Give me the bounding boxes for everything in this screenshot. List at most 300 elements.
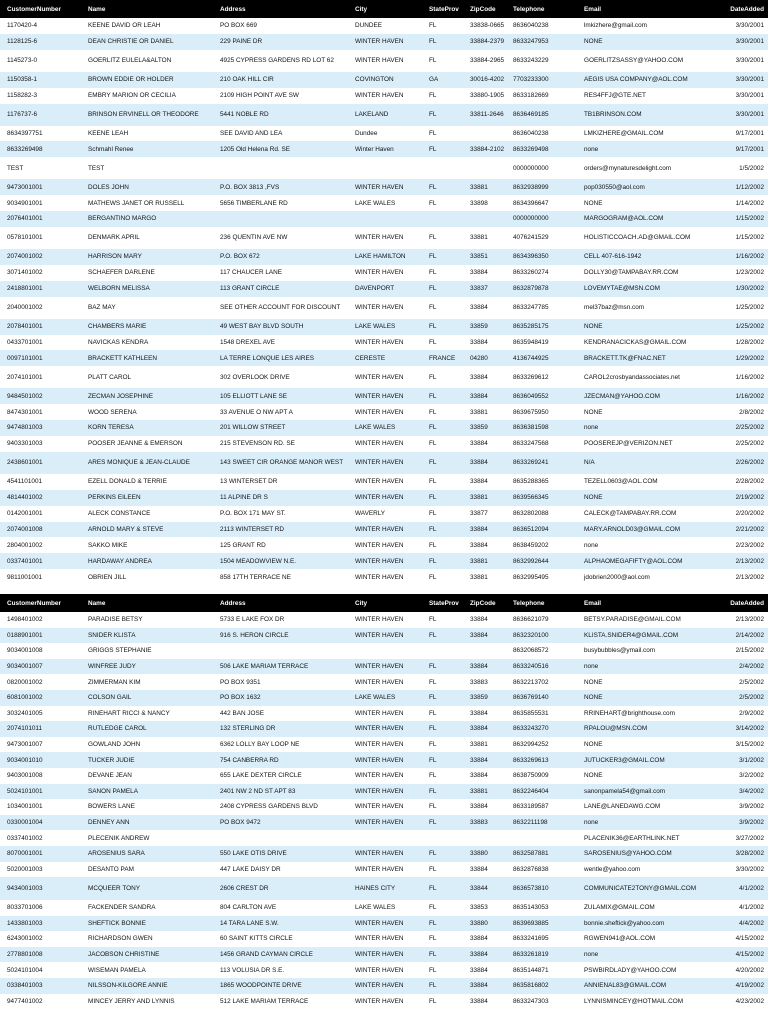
email-cell: RGWEN941@AOL.COM — [577, 931, 713, 947]
customer-number-cell: 8634397751 — [0, 126, 81, 142]
zip-cell — [463, 643, 506, 659]
customer-number-cell: 2076401001 — [0, 211, 81, 227]
zip-cell: 33884 — [463, 978, 506, 994]
table-row — [0, 227, 768, 249]
date-added-cell: 9/17/2001 — [713, 141, 768, 157]
city-cell: WINTER HAVEN — [348, 947, 422, 963]
zip-cell: 33898 — [463, 195, 506, 211]
customer-number-cell: 0433701001 — [0, 335, 81, 351]
telephone-cell: 8633269498 — [506, 141, 577, 157]
state-cell: FL — [422, 612, 463, 628]
date-added-cell: 3/30/2001 — [713, 50, 768, 72]
address-cell: 11 ALPINE DR S — [213, 490, 348, 506]
zip-cell: 33859 — [463, 690, 506, 706]
email-cell: MARGOGRAM@AOL.COM — [577, 211, 713, 227]
city-cell: WINTER HAVEN — [348, 436, 422, 452]
address-cell: PO BOX 1632 — [213, 690, 348, 706]
address-cell — [213, 157, 348, 179]
address-cell: PO BOX 669 — [213, 18, 348, 34]
customer-number-cell: 1498401002 — [0, 612, 81, 628]
table-header-row — [0, 594, 768, 612]
email-cell: PLACENIK36@EARTHLINK.NET — [577, 830, 713, 846]
address-cell: 1205 Old Helena Rd. SE — [213, 141, 348, 157]
zip-cell: 33884 — [463, 752, 506, 768]
customer-number-cell: 9034001008 — [0, 643, 81, 659]
name-cell: BOWERS LANE — [81, 799, 213, 815]
city-cell: WINTER HAVEN — [348, 553, 422, 569]
zip-cell: 33884 — [463, 436, 506, 452]
email-cell: BRACKETT.TK@FNAC.NET — [577, 350, 713, 366]
table-row — [0, 830, 768, 846]
address-cell: 655 LAKE DEXTER CIRCLE — [213, 768, 348, 784]
customer-number-cell: 8070001001 — [0, 846, 81, 862]
email-cell: busybubbles@ymail.com — [577, 643, 713, 659]
address-cell: 210 OAK HILL CIR — [213, 72, 348, 88]
telephone-cell: 8632320100 — [506, 628, 577, 644]
name-cell: DOLES JOHN — [81, 179, 213, 195]
customer-number-cell: 9811001001 — [0, 569, 81, 585]
email-cell: COMMUNICATE2TONY@GMAIL.COM — [577, 877, 713, 900]
city-cell: WINTER HAVEN — [348, 490, 422, 506]
customer-number-cell: 5024101001 — [0, 784, 81, 800]
zip-cell: 33884 — [463, 612, 506, 628]
customer-number-cell: 4541101001 — [0, 474, 81, 490]
column-header: DateAdded — [713, 0, 768, 18]
telephone-cell: 4136744925 — [506, 350, 577, 366]
email-cell: PSWBIRDLADY@YAHOO.COM — [577, 962, 713, 978]
email-cell: NONE — [577, 34, 713, 50]
table-row — [0, 643, 768, 659]
date-added-cell: 4/19/2002 — [713, 978, 768, 994]
state-cell: FL — [422, 388, 463, 404]
column-header: Telephone — [506, 0, 577, 18]
table-row — [0, 569, 768, 585]
email-cell: TB1BRINSON.COM — [577, 104, 713, 126]
state-cell: FL — [422, 978, 463, 994]
state-cell: FL — [422, 506, 463, 522]
customer-number-cell: 9474801003 — [0, 420, 81, 436]
state-cell: FL — [422, 799, 463, 815]
table-row — [0, 659, 768, 675]
name-cell: EMBRY MARION OR CECILIA — [81, 88, 213, 104]
address-cell: 804 CARLTON AVE — [213, 900, 348, 916]
zip-cell: 33811-2646 — [463, 104, 506, 126]
customer-number-cell: 0338401003 — [0, 978, 81, 994]
zip-cell: 33877 — [463, 506, 506, 522]
column-header: ZipCode — [463, 0, 506, 18]
telephone-cell: 8639693885 — [506, 916, 577, 932]
telephone-cell: 8633240516 — [506, 659, 577, 675]
table-row — [0, 931, 768, 947]
address-cell: 33 AVENUE O NW APT A — [213, 404, 348, 420]
table-row — [0, 420, 768, 436]
table-row — [0, 721, 768, 737]
telephone-cell: 8639675950 — [506, 404, 577, 420]
state-cell: FL — [422, 18, 463, 34]
city-cell: LAKELAND — [348, 104, 422, 126]
customer-number-cell: 1158282-3 — [0, 88, 81, 104]
date-added-cell: 1/16/2002 — [713, 249, 768, 265]
date-added-cell: 1/25/2002 — [713, 297, 768, 319]
column-header: Email — [577, 594, 713, 612]
customer-number-cell: 1034001001 — [0, 799, 81, 815]
zip-cell: 33881 — [463, 569, 506, 585]
customer-number-cell: 1433801003 — [0, 916, 81, 932]
table-row — [0, 452, 768, 474]
email-cell: POOSEREJP@VERIZON.NET — [577, 436, 713, 452]
telephone-cell: 8632802088 — [506, 506, 577, 522]
address-cell: 512 LAKE MARIAM TERRACE — [213, 994, 348, 1010]
table-row — [0, 846, 768, 862]
email-cell: LYNNISMINCEY@HOTMAIL.COM — [577, 994, 713, 1010]
date-added-cell: 1/15/2002 — [713, 211, 768, 227]
address-cell: 132 STERLING DR — [213, 721, 348, 737]
table-row — [0, 436, 768, 452]
state-cell: GA — [422, 72, 463, 88]
zip-cell: 33884 — [463, 799, 506, 815]
state-cell: FL — [422, 784, 463, 800]
address-cell — [213, 643, 348, 659]
telephone-cell: 8635288365 — [506, 474, 577, 490]
city-cell: WINTER HAVEN — [348, 962, 422, 978]
table-row — [0, 612, 768, 628]
city-cell: Dundee — [348, 126, 422, 142]
address-cell: 1456 GRAND CAYMAN CIRCLE — [213, 947, 348, 963]
date-added-cell: 4/23/2002 — [713, 994, 768, 1010]
email-cell: CALECK@TAMPABAY.RR.COM — [577, 506, 713, 522]
name-cell: ZECMAN JOSEPHINE — [81, 388, 213, 404]
email-cell: none — [577, 420, 713, 436]
table-row — [0, 522, 768, 538]
column-header: Telephone — [506, 594, 577, 612]
table-row — [0, 265, 768, 281]
telephone-cell: 8633247953 — [506, 34, 577, 50]
email-cell: NONE — [577, 737, 713, 753]
email-cell: ANNIENAL83@GMAIL.COM — [577, 978, 713, 994]
address-cell: 6362 LOLLY BAY LOOP NE — [213, 737, 348, 753]
address-cell: 5733 E LAKE FOX DR — [213, 612, 348, 628]
customer-number-cell: 3032401005 — [0, 706, 81, 722]
table-row — [0, 50, 768, 72]
date-added-cell: 2/9/2002 — [713, 706, 768, 722]
table-row — [0, 404, 768, 420]
table-row — [0, 350, 768, 366]
name-cell: POOSER JEANNE & EMERSON — [81, 436, 213, 452]
customer-number-cell: 9484501002 — [0, 388, 81, 404]
customer-number-cell: 9473001007 — [0, 737, 81, 753]
telephone-cell: 8632938999 — [506, 179, 577, 195]
city-cell: CERESTE — [348, 350, 422, 366]
name-cell: WINFREE JUDY — [81, 659, 213, 675]
date-added-cell: 4/15/2002 — [713, 931, 768, 947]
customer-number-cell: 0820001002 — [0, 674, 81, 690]
zip-cell: 33884 — [463, 628, 506, 644]
column-header: Name — [81, 0, 213, 18]
date-added-cell: 1/29/2002 — [713, 350, 768, 366]
customer-number-cell: 3071401002 — [0, 265, 81, 281]
state-cell: FL — [422, 628, 463, 644]
address-cell: P.O. BOX 3813 ,FVS — [213, 179, 348, 195]
email-cell: bonnie.sheftick@yahoo.com — [577, 916, 713, 932]
city-cell: WINTER HAVEN — [348, 297, 422, 319]
state-cell — [422, 643, 463, 659]
name-cell: DENNEY ANN — [81, 815, 213, 831]
email-cell: KENDRANACICKAS@GMAIL.COM — [577, 335, 713, 351]
email-cell: LANE@LANEDAWG.COM — [577, 799, 713, 815]
email-cell: CELL 407-616-1942 — [577, 249, 713, 265]
name-cell: JACOBSON CHRISTINE — [81, 947, 213, 963]
name-cell: ARNOLD MARY & STEVE — [81, 522, 213, 538]
telephone-cell: 8636769140 — [506, 690, 577, 706]
city-cell: WINTER HAVEN — [348, 846, 422, 862]
telephone-cell: 8633241695 — [506, 931, 577, 947]
state-cell: FL — [422, 104, 463, 126]
state-cell: FL — [422, 862, 463, 878]
table-row — [0, 752, 768, 768]
city-cell: WINTER HAVEN — [348, 721, 422, 737]
name-cell: DEAN CHRISTIE OR DANIEL — [81, 34, 213, 50]
name-cell: OBRIEN JILL — [81, 569, 213, 585]
address-cell: 2109 HIGH POINT AVE SW — [213, 88, 348, 104]
state-cell: FL — [422, 195, 463, 211]
name-cell: BROWN EDDIE OR HOLDER — [81, 72, 213, 88]
date-added-cell: 3/30/2002 — [713, 862, 768, 878]
date-added-cell: 3/30/2001 — [713, 72, 768, 88]
email-cell: jdobrien2000@aol.com — [577, 569, 713, 585]
customer-number-cell: 9403001008 — [0, 768, 81, 784]
table-row — [0, 179, 768, 195]
state-cell: FL — [422, 994, 463, 1010]
email-cell: BETSY.PARADISE@GMAIL.COM — [577, 612, 713, 628]
telephone-cell: 8638459202 — [506, 537, 577, 553]
table-header-row — [0, 0, 768, 18]
zip-cell: 33884-2102 — [463, 141, 506, 157]
date-added-cell: 2/28/2002 — [713, 474, 768, 490]
customer-number-cell: 2418801001 — [0, 281, 81, 297]
city-cell: WINTER HAVEN — [348, 916, 422, 932]
state-cell: FRANCE — [422, 350, 463, 366]
telephone-cell: 8632876838 — [506, 862, 577, 878]
table-row — [0, 249, 768, 265]
table-body — [0, 18, 768, 585]
state-cell: FL — [422, 297, 463, 319]
column-header: City — [348, 594, 422, 612]
city-cell: WINTER HAVEN — [348, 227, 422, 249]
date-added-cell: 1/14/2002 — [713, 195, 768, 211]
state-cell: FL — [422, 490, 463, 506]
table-row — [0, 784, 768, 800]
name-cell: MCQUEER TONY — [81, 877, 213, 900]
telephone-cell: 8636512094 — [506, 522, 577, 538]
name-cell: TUCKER JUDIE — [81, 752, 213, 768]
zip-cell: 33884 — [463, 474, 506, 490]
customer-number-cell: 2074101001 — [0, 366, 81, 388]
zip-cell: 30016-4202 — [463, 72, 506, 88]
telephone-cell: 0000000000 — [506, 157, 577, 179]
city-cell: WINTER HAVEN — [348, 978, 422, 994]
name-cell: SANON PAMELA — [81, 784, 213, 800]
customer-number-cell: 0337401002 — [0, 830, 81, 846]
zip-cell: 33844 — [463, 877, 506, 900]
name-cell: AROSENIUS SARA — [81, 846, 213, 862]
column-header: CustomerNumber — [0, 0, 81, 18]
city-cell: WINTER HAVEN — [348, 88, 422, 104]
telephone-cell: 8632879878 — [506, 281, 577, 297]
date-added-cell: 2/21/2002 — [713, 522, 768, 538]
date-added-cell: 3/15/2002 — [713, 737, 768, 753]
email-cell: NONE — [577, 404, 713, 420]
customer-number-cell: 8633269498 — [0, 141, 81, 157]
state-cell: FL — [422, 319, 463, 335]
name-cell: RUTLEDGE CAROL — [81, 721, 213, 737]
date-added-cell: 2/19/2002 — [713, 490, 768, 506]
date-added-cell: 3/14/2002 — [713, 721, 768, 737]
state-cell: FL — [422, 900, 463, 916]
telephone-cell: 8635143053 — [506, 900, 577, 916]
city-cell: WINTER HAVEN — [348, 366, 422, 388]
customer-number-cell: 9403301003 — [0, 436, 81, 452]
date-added-cell: 2/4/2002 — [713, 659, 768, 675]
email-cell: NONE — [577, 674, 713, 690]
date-added-cell: 1/5/2002 — [713, 157, 768, 179]
city-cell: LAKE WALES — [348, 900, 422, 916]
city-cell: LAKE WALES — [348, 420, 422, 436]
state-cell: FL — [422, 420, 463, 436]
city-cell: WINTER HAVEN — [348, 706, 422, 722]
table-row — [0, 319, 768, 335]
customer-number-cell: 9477401002 — [0, 994, 81, 1010]
table-row — [0, 366, 768, 388]
date-added-cell: 4/20/2002 — [713, 962, 768, 978]
name-cell: SNIDER KLISTA — [81, 628, 213, 644]
state-cell — [422, 157, 463, 179]
name-cell: MATHEWS JANET OR RUSSELL — [81, 195, 213, 211]
telephone-cell: 8635285175 — [506, 319, 577, 335]
state-cell: FL — [422, 706, 463, 722]
customer-number-cell: 2074001002 — [0, 249, 81, 265]
table-row — [0, 994, 768, 1010]
name-cell: PARADISE BETSY — [81, 612, 213, 628]
state-cell: FL — [422, 34, 463, 50]
telephone-cell: 7703233300 — [506, 72, 577, 88]
zip-cell: 33880 — [463, 916, 506, 932]
customer-number-cell: 9473001001 — [0, 179, 81, 195]
zip-cell: 33838-0665 — [463, 18, 506, 34]
state-cell: FL — [422, 126, 463, 142]
address-cell: SEE DAVID AND LEA — [213, 126, 348, 142]
address-cell: 125 GRANT RD — [213, 537, 348, 553]
address-cell: 13 WINTERSET DR — [213, 474, 348, 490]
state-cell: FL — [422, 474, 463, 490]
zip-cell: 33851 — [463, 249, 506, 265]
date-added-cell: 2/5/2002 — [713, 690, 768, 706]
name-cell: TEST — [81, 157, 213, 179]
zip-cell — [463, 126, 506, 142]
table-row — [0, 141, 768, 157]
telephone-cell: 4076241529 — [506, 227, 577, 249]
telephone-cell: 8633247568 — [506, 436, 577, 452]
table-row — [0, 962, 768, 978]
telephone-cell: 8634396647 — [506, 195, 577, 211]
zip-cell: 33881 — [463, 404, 506, 420]
email-cell: sanonpamela54@gmail.com — [577, 784, 713, 800]
address-cell: P.O. BOX 171 MAY ST. — [213, 506, 348, 522]
state-cell: FL — [422, 227, 463, 249]
state-cell: FL — [422, 569, 463, 585]
city-cell: LAKE WALES — [348, 690, 422, 706]
zip-cell: 33881 — [463, 784, 506, 800]
customer-number-cell: 1128125-6 — [0, 34, 81, 50]
column-header: Email — [577, 0, 713, 18]
date-added-cell: 1/16/2002 — [713, 388, 768, 404]
city-cell: WINTER HAVEN — [348, 474, 422, 490]
customer-number-cell: 6243001002 — [0, 931, 81, 947]
telephone-cell: 8632068572 — [506, 643, 577, 659]
customer-number-cell: 0097101001 — [0, 350, 81, 366]
city-cell — [348, 830, 422, 846]
address-cell: 113 VOLUSIA DR S.E. — [213, 962, 348, 978]
email-cell: none — [577, 815, 713, 831]
city-cell: WAVERLY — [348, 506, 422, 522]
customer-number-cell: 0330001004 — [0, 815, 81, 831]
customer-number-cell: TEST — [0, 157, 81, 179]
customer-table-2 — [0, 594, 768, 1009]
zip-cell: 33884 — [463, 537, 506, 553]
address-cell: PO BOX 9472 — [213, 815, 348, 831]
address-cell: 916 S. HERON CIRCLE — [213, 628, 348, 644]
zip-cell — [463, 157, 506, 179]
telephone-cell: 8635816802 — [506, 978, 577, 994]
state-cell: FL — [422, 50, 463, 72]
zip-cell: 33884-2379 — [463, 34, 506, 50]
city-cell: WINTER HAVEN — [348, 50, 422, 72]
telephone-cell: 8636469185 — [506, 104, 577, 126]
city-cell: WINTER HAVEN — [348, 674, 422, 690]
date-added-cell: 2/20/2002 — [713, 506, 768, 522]
date-added-cell: 2/26/2002 — [713, 452, 768, 474]
name-cell: RINEHART RICCI & NANCY — [81, 706, 213, 722]
customer-number-cell: 9434001003 — [0, 877, 81, 900]
zip-cell: 33837 — [463, 281, 506, 297]
name-cell: GOWLAND JOHN — [81, 737, 213, 753]
customer-number-cell: 0578101001 — [0, 227, 81, 249]
customer-number-cell: 2804001002 — [0, 537, 81, 553]
email-cell: NONE — [577, 195, 713, 211]
state-cell: FL — [422, 674, 463, 690]
table-row — [0, 34, 768, 50]
address-cell — [213, 211, 348, 227]
telephone-cell: 8632992644 — [506, 553, 577, 569]
state-cell: FL — [422, 721, 463, 737]
address-cell: 215 STEVENSON RD. SE — [213, 436, 348, 452]
address-cell: 2606 CREST DR — [213, 877, 348, 900]
address-cell: 2113 WINTERSET RD — [213, 522, 348, 538]
address-cell: LA TERRE LONQUE LES AIRES — [213, 350, 348, 366]
column-header: StateProv — [422, 0, 463, 18]
table-row — [0, 706, 768, 722]
telephone-cell: 8633182669 — [506, 88, 577, 104]
telephone-cell — [506, 830, 577, 846]
date-added-cell: 2/8/2002 — [713, 404, 768, 420]
customer-number-cell: 6081001002 — [0, 690, 81, 706]
table-row — [0, 690, 768, 706]
address-cell: 14 TARA LANE S.W. — [213, 916, 348, 932]
table-row — [0, 506, 768, 522]
customer-number-cell: 0142001001 — [0, 506, 81, 522]
email-cell: lmkizhere@gmail.com — [577, 18, 713, 34]
date-added-cell: 3/30/2001 — [713, 104, 768, 126]
table-row — [0, 388, 768, 404]
